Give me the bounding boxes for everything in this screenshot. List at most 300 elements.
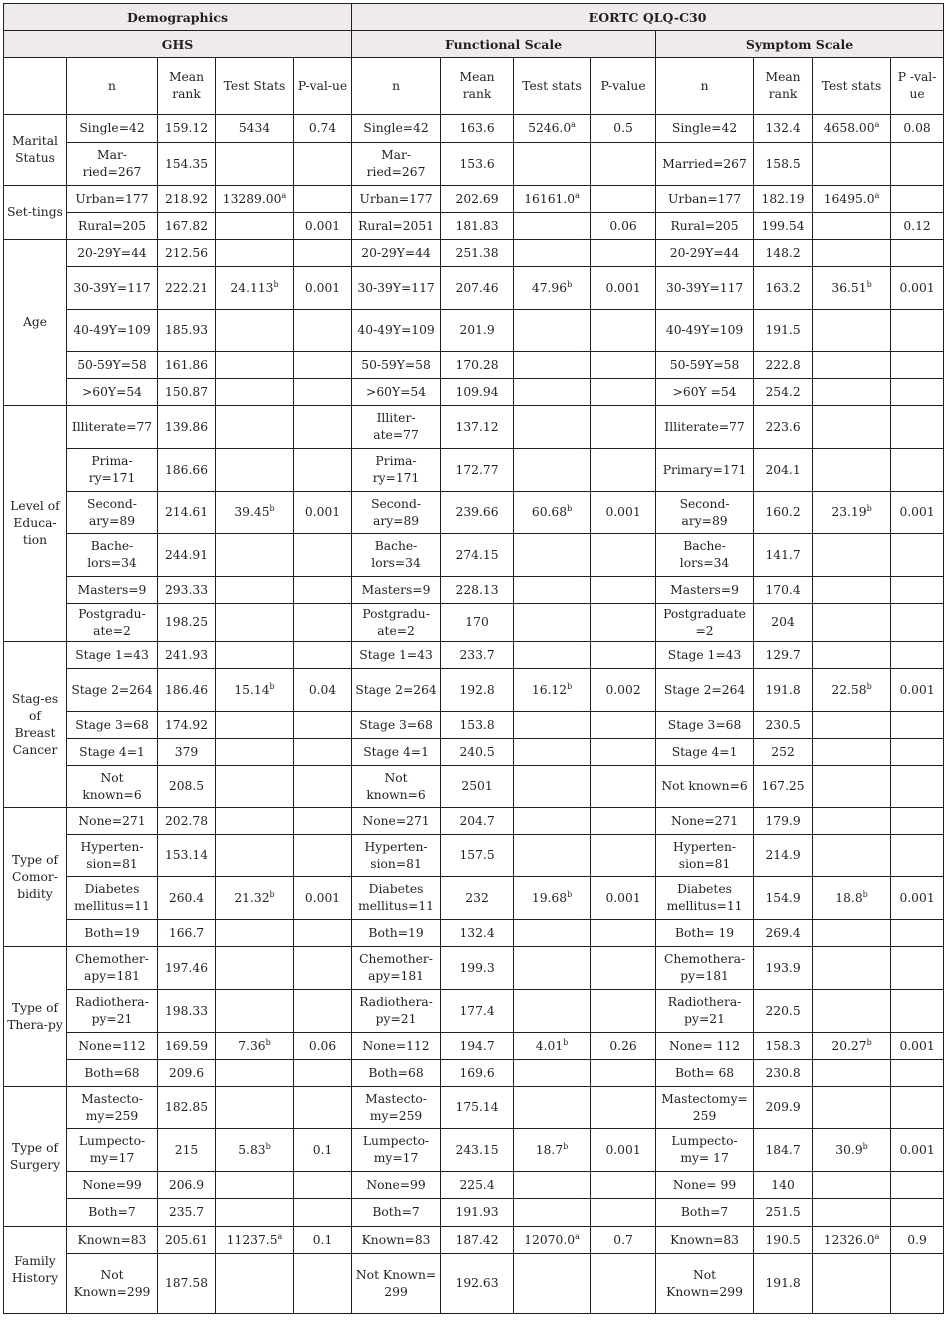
table-header — [4, 4, 944, 115]
cell-n-symptom: Not known=6 — [656, 766, 754, 808]
cell-n-functional: 20-29Y=44 — [352, 240, 441, 267]
table-row — [4, 379, 944, 406]
cell-p-value-ghs — [294, 534, 352, 577]
cell-mean-rank-functional: 191.93 — [441, 1199, 514, 1227]
cell-p-value-symptom — [891, 240, 944, 267]
cell-mean-rank-ghs: 241.93 — [158, 642, 216, 669]
cell-n-functional: Both=19 — [352, 920, 441, 947]
cell-mean-rank-ghs: 182.85 — [158, 1087, 216, 1129]
cell-test-stat-ghs — [216, 267, 294, 310]
cell-p-value-ghs — [294, 577, 352, 604]
cell-p-value-symptom — [891, 310, 944, 352]
cell-p-value-symptom — [891, 947, 944, 990]
cell-mean-rank-symptom: 199.54 — [754, 213, 813, 240]
cell-test-stat-ghs — [216, 877, 294, 920]
cell-test-stat-ghs — [216, 1087, 294, 1129]
cell-test-stat-functional — [514, 1172, 591, 1199]
cell-n-ghs: Not known=6 — [67, 766, 158, 808]
group-label: Family History — [4, 1227, 67, 1314]
cell-test-stat-ghs — [216, 379, 294, 406]
cell-test-stat-functional — [514, 379, 591, 406]
group-label: Type of Surgery — [4, 1087, 67, 1227]
cell-mean-rank-symptom: 190.5 — [754, 1227, 813, 1254]
cell-p-value-functional: 0.001 — [591, 267, 656, 310]
cell-p-value-symptom: 0.001 — [891, 1129, 944, 1172]
cell-test-stat-ghs — [216, 642, 294, 669]
cell-p-value-functional — [591, 352, 656, 379]
test-stat-value: 5246.0 — [528, 121, 572, 135]
cell-p-value-symptom: 0.001 — [891, 492, 944, 534]
cell-mean-rank-ghs: 186.66 — [158, 449, 216, 492]
cell-p-value-ghs — [294, 1254, 352, 1314]
cell-p-value-functional: 0.5 — [591, 115, 656, 143]
cell-n-functional: Stage 1=43 — [352, 642, 441, 669]
cell-test-stat-functional — [514, 1199, 591, 1227]
cell-test-stat-symptom — [813, 1129, 891, 1172]
test-stat-value: 16495.0 — [823, 191, 875, 206]
cell-mean-rank-ghs: 150.87 — [158, 379, 216, 406]
table-row — [4, 990, 944, 1033]
test-stat-footnote-marker: b — [269, 681, 275, 691]
cell-n-ghs: Not Known=299 — [67, 1254, 158, 1314]
cell-p-value-functional — [591, 947, 656, 990]
cell-test-stat-symptom — [813, 379, 891, 406]
cell-test-stat-functional — [514, 877, 591, 920]
column-header-blank — [4, 58, 67, 115]
cell-n-symptom: Rural=205 — [656, 213, 754, 240]
cell-n-symptom: Urban=177 — [656, 186, 754, 213]
cell-n-symptom: Masters=9 — [656, 577, 754, 604]
test-stat-value: 7.36 — [238, 1038, 266, 1053]
cell-mean-rank-ghs: 169.59 — [158, 1033, 216, 1060]
cell-p-value-symptom: 0.001 — [891, 1033, 944, 1060]
cell-p-value-symptom — [891, 1087, 944, 1129]
cell-mean-rank-functional: 207.46 — [441, 267, 514, 310]
cell-mean-rank-functional: 239.66 — [441, 492, 514, 534]
cell-test-stat-symptom — [813, 577, 891, 604]
cell-n-symptom: Lumpecto-my= 17 — [656, 1129, 754, 1172]
cell-mean-rank-ghs: 198.33 — [158, 990, 216, 1033]
cell-mean-rank-ghs: 208.5 — [158, 766, 216, 808]
cell-p-value-symptom — [891, 739, 944, 766]
table-row — [4, 492, 944, 534]
cell-p-value-functional — [591, 766, 656, 808]
cell-test-stat-functional — [514, 1129, 591, 1172]
cell-n-symptom: Known=83 — [656, 1227, 754, 1254]
cell-mean-rank-ghs: 260.4 — [158, 877, 216, 920]
cell-test-stat-functional — [514, 642, 591, 669]
cell-mean-rank-ghs: 154.35 — [158, 143, 216, 186]
test-stat-footnote-marker: b — [866, 279, 872, 289]
cell-mean-rank-functional: 192.63 — [441, 1254, 514, 1314]
cell-test-stat-ghs — [216, 492, 294, 534]
test-stat-footnote-marker: b — [866, 1037, 872, 1047]
column-header-n-symptom: n — [656, 58, 754, 115]
cell-mean-rank-ghs: 187.58 — [158, 1254, 216, 1314]
test-stat-footnote-marker: b — [866, 681, 872, 691]
cell-test-stat-ghs — [216, 669, 294, 712]
test-stat-footnote-marker: a — [571, 120, 576, 129]
cell-p-value-ghs — [294, 990, 352, 1033]
group-label: Age — [4, 240, 67, 406]
cell-mean-rank-ghs: 214.61 — [158, 492, 216, 534]
cell-mean-rank-ghs: 215 — [158, 1129, 216, 1172]
cell-mean-rank-symptom: 132.4 — [754, 115, 813, 143]
cell-p-value-functional — [591, 406, 656, 449]
cell-n-ghs: Known=83 — [67, 1227, 158, 1254]
cell-n-symptom: Stage 2=264 — [656, 669, 754, 712]
cell-n-ghs: Rural=205 — [67, 213, 158, 240]
cell-mean-rank-symptom: 251.5 — [754, 1199, 813, 1227]
test-stat-value: 60.68 — [531, 505, 568, 519]
table-row — [4, 669, 944, 712]
cell-mean-rank-symptom: 141.7 — [754, 534, 813, 577]
cell-n-symptom: Chemothera-py=181 — [656, 947, 754, 990]
table-row — [4, 1227, 944, 1254]
cell-mean-rank-symptom: 193.9 — [754, 947, 813, 990]
cell-n-symptom: None=271 — [656, 808, 754, 835]
cell-p-value-ghs — [294, 947, 352, 990]
cell-n-functional: Known=83 — [352, 1227, 441, 1254]
column-header-n-functional: n — [352, 58, 441, 115]
cell-p-value-ghs — [294, 352, 352, 379]
table-row — [4, 352, 944, 379]
cell-mean-rank-ghs: 209.6 — [158, 1060, 216, 1087]
cell-mean-rank-symptom: 163.2 — [754, 267, 813, 310]
cell-mean-rank-symptom: 254.2 — [754, 379, 813, 406]
cell-mean-rank-functional: 228.13 — [441, 577, 514, 604]
column-header-mean-rank-functional: Mean rank — [441, 58, 514, 115]
test-stat-footnote-marker: a — [281, 190, 287, 200]
table-body — [4, 115, 944, 1314]
cell-test-stat-ghs — [216, 712, 294, 739]
cell-p-value-symptom — [891, 1199, 944, 1227]
cell-n-symptom: Illiterate=77 — [656, 406, 754, 449]
cell-n-symptom: 30-39Y=117 — [656, 267, 754, 310]
cell-p-value-functional — [591, 712, 656, 739]
cell-p-value-ghs — [294, 808, 352, 835]
cell-n-ghs: Single=42 — [67, 115, 158, 143]
cell-mean-rank-symptom: 220.5 — [754, 990, 813, 1033]
cell-n-ghs: Prima-ry=171 — [67, 449, 158, 492]
cell-test-stat-symptom — [813, 115, 891, 143]
test-stat-footnote-marker: b — [567, 504, 573, 513]
cell-n-functional: Stage 2=264 — [352, 669, 441, 712]
cell-p-value-ghs — [294, 712, 352, 739]
cell-p-value-functional — [591, 1060, 656, 1087]
test-stat-footnote-marker: b — [567, 279, 573, 289]
cell-mean-rank-ghs: 218.92 — [158, 186, 216, 213]
cell-p-value-functional: 0.06 — [591, 213, 656, 240]
table-row — [4, 1033, 944, 1060]
cell-test-stat-functional — [514, 808, 591, 835]
cell-mean-rank-symptom: 223.6 — [754, 406, 813, 449]
cell-n-symptom: 40-49Y=109 — [656, 310, 754, 352]
cell-p-value-ghs — [294, 766, 352, 808]
cell-mean-rank-ghs: 202.78 — [158, 808, 216, 835]
cell-test-stat-symptom — [813, 186, 891, 213]
table-row — [4, 534, 944, 577]
cell-p-value-symptom — [891, 766, 944, 808]
table-row — [4, 712, 944, 739]
test-stat-footnote-marker: b — [862, 1141, 868, 1151]
cell-test-stat-symptom — [813, 920, 891, 947]
test-stat-value: 23.19 — [831, 505, 867, 519]
cell-test-stat-symptom — [813, 1033, 891, 1060]
cell-n-ghs: Stage 4=1 — [67, 739, 158, 766]
test-stat-value: 4.01 — [535, 1038, 564, 1053]
cell-mean-rank-ghs: 167.82 — [158, 213, 216, 240]
test-stat-value: 11237.5 — [226, 1232, 278, 1247]
cell-test-stat-ghs — [216, 352, 294, 379]
cell-p-value-symptom: 0.001 — [891, 669, 944, 712]
cell-n-symptom: Stage 4=1 — [656, 739, 754, 766]
column-header-row — [4, 58, 944, 115]
cell-n-ghs: 50-59Y=58 — [67, 352, 158, 379]
cell-p-value-ghs — [294, 143, 352, 186]
cell-test-stat-ghs — [216, 143, 294, 186]
cell-n-functional: Mastecto-my=259 — [352, 1087, 441, 1129]
cell-test-stat-symptom — [813, 492, 891, 534]
test-stat-value: 4658.00 — [823, 121, 875, 135]
cell-p-value-ghs — [294, 920, 352, 947]
cell-p-value-ghs: 0.1 — [294, 1129, 352, 1172]
cell-test-stat-ghs — [216, 534, 294, 577]
cell-mean-rank-symptom: 160.2 — [754, 492, 813, 534]
cell-test-stat-ghs — [216, 739, 294, 766]
test-stat-footnote-marker: b — [862, 889, 868, 899]
cell-p-value-functional — [591, 920, 656, 947]
cell-n-symptom: Primary=171 — [656, 449, 754, 492]
test-stat-footnote-marker: a — [874, 120, 880, 129]
cell-test-stat-ghs — [216, 766, 294, 808]
table-row — [4, 766, 944, 808]
cell-n-functional: 50-59Y=58 — [352, 352, 441, 379]
cell-test-stat-symptom — [813, 449, 891, 492]
cell-mean-rank-symptom: 148.2 — [754, 240, 813, 267]
cell-p-value-symptom — [891, 379, 944, 406]
cell-n-ghs: 20-29Y=44 — [67, 240, 158, 267]
cell-n-functional: None=271 — [352, 808, 441, 835]
test-stat-footnote-marker: a — [277, 1231, 283, 1241]
cell-p-value-functional: 0.001 — [591, 1129, 656, 1172]
cell-mean-rank-ghs: 185.93 — [158, 310, 216, 352]
cell-p-value-ghs — [294, 406, 352, 449]
cell-mean-rank-functional: 2501 — [441, 766, 514, 808]
cell-p-value-functional: 0.7 — [591, 1227, 656, 1254]
cell-n-symptom: Postgraduate =2 — [656, 604, 754, 642]
test-stat-value: 16161.0 — [524, 191, 576, 206]
cell-test-stat-symptom — [813, 835, 891, 877]
cell-test-stat-functional — [514, 449, 591, 492]
cell-mean-rank-functional: 177.4 — [441, 990, 514, 1033]
results-table — [3, 3, 944, 1314]
cell-test-stat-functional — [514, 1227, 591, 1254]
test-stat-value: 18.8 — [835, 890, 863, 905]
cell-test-stat-symptom — [813, 642, 891, 669]
table-row — [4, 1199, 944, 1227]
cell-test-stat-functional — [514, 143, 591, 186]
cell-mean-rank-functional: 274.15 — [441, 534, 514, 577]
cell-mean-rank-symptom: 204 — [754, 604, 813, 642]
cell-test-stat-symptom — [813, 534, 891, 577]
cell-test-stat-ghs — [216, 1172, 294, 1199]
cell-n-ghs: Both=68 — [67, 1060, 158, 1087]
cell-n-functional: Postgradu-ate=2 — [352, 604, 441, 642]
test-stat-footnote-marker: a — [874, 1231, 880, 1241]
cell-test-stat-functional — [514, 492, 591, 534]
test-stat-footnote-marker: b — [567, 889, 573, 899]
cell-mean-rank-ghs: 186.46 — [158, 669, 216, 712]
cell-n-ghs: Mar-ried=267 — [67, 143, 158, 186]
cell-test-stat-functional — [514, 835, 591, 877]
cell-n-symptom: Radiothera-py=21 — [656, 990, 754, 1033]
cell-test-stat-ghs — [216, 835, 294, 877]
cell-n-ghs: Stage 2=264 — [67, 669, 158, 712]
cell-n-functional: Both=68 — [352, 1060, 441, 1087]
table-row — [4, 642, 944, 669]
cell-mean-rank-ghs: 174.92 — [158, 712, 216, 739]
cell-n-functional: 40-49Y=109 — [352, 310, 441, 352]
cell-mean-rank-symptom: 230.8 — [754, 1060, 813, 1087]
cell-p-value-functional: 0.002 — [591, 669, 656, 712]
cell-mean-rank-ghs: 379 — [158, 739, 216, 766]
cell-p-value-symptom — [891, 712, 944, 739]
cell-n-functional: Illiter-ate=77 — [352, 406, 441, 449]
test-stat-value: 24.113 — [230, 280, 274, 295]
table-row — [4, 1060, 944, 1087]
cell-test-stat-functional — [514, 739, 591, 766]
column-header-test-stats-symptom: Test stats — [813, 58, 891, 115]
cell-mean-rank-symptom: 191.8 — [754, 669, 813, 712]
cell-n-ghs: 40-49Y=109 — [67, 310, 158, 352]
table-row — [4, 240, 944, 267]
table-row — [4, 186, 944, 213]
cell-p-value-symptom — [891, 604, 944, 642]
cell-mean-rank-ghs: 161.86 — [158, 352, 216, 379]
cell-n-ghs: Bache-lors=34 — [67, 534, 158, 577]
group-label: Set-tings — [4, 186, 67, 240]
cell-mean-rank-functional: 204.7 — [441, 808, 514, 835]
test-stat-value: 36.51 — [831, 280, 867, 295]
cell-p-value-symptom — [891, 352, 944, 379]
test-stat-footnote-marker: a — [874, 190, 880, 200]
cell-p-value-functional — [591, 642, 656, 669]
group-label: Marital Status — [4, 115, 67, 186]
table-row — [4, 739, 944, 766]
cell-mean-rank-functional: 202.69 — [441, 186, 514, 213]
cell-n-functional: Single=42 — [352, 115, 441, 143]
cell-n-functional: Hyperten-sion=81 — [352, 835, 441, 877]
cell-n-symptom: Stage 1=43 — [656, 642, 754, 669]
cell-mean-rank-ghs: 198.25 — [158, 604, 216, 642]
cell-mean-rank-functional: 194.7 — [441, 1033, 514, 1060]
cell-mean-rank-functional: 192.8 — [441, 669, 514, 712]
cell-p-value-symptom — [891, 186, 944, 213]
header-ghs: GHS — [4, 31, 352, 58]
cell-p-value-functional — [591, 240, 656, 267]
table-row — [4, 1254, 944, 1314]
cell-p-value-ghs: 0.001 — [294, 492, 352, 534]
cell-test-stat-ghs — [216, 406, 294, 449]
column-header-n-ghs: n — [67, 58, 158, 115]
cell-test-stat-ghs — [216, 1033, 294, 1060]
cell-n-symptom: Mastectomy= 259 — [656, 1087, 754, 1129]
cell-n-ghs: None=271 — [67, 808, 158, 835]
cell-mean-rank-ghs: 205.61 — [158, 1227, 216, 1254]
cell-mean-rank-ghs: 235.7 — [158, 1199, 216, 1227]
cell-test-stat-symptom — [813, 739, 891, 766]
table-row — [4, 1087, 944, 1129]
cell-test-stat-symptom — [813, 1087, 891, 1129]
cell-n-symptom: Diabetes mellitus=11 — [656, 877, 754, 920]
cell-p-value-ghs — [294, 379, 352, 406]
cell-test-stat-functional — [514, 669, 591, 712]
cell-n-functional: Urban=177 — [352, 186, 441, 213]
cell-test-stat-symptom — [813, 406, 891, 449]
cell-test-stat-functional — [514, 186, 591, 213]
cell-p-value-ghs — [294, 1060, 352, 1087]
cell-test-stat-functional — [514, 213, 591, 240]
cell-mean-rank-symptom: 204.1 — [754, 449, 813, 492]
cell-mean-rank-symptom: 191.5 — [754, 310, 813, 352]
cell-test-stat-ghs — [216, 1129, 294, 1172]
table-row — [4, 920, 944, 947]
cell-mean-rank-functional: 240.5 — [441, 739, 514, 766]
cell-n-functional: 30-39Y=117 — [352, 267, 441, 310]
table-row — [4, 577, 944, 604]
header-eortc: EORTC QLQ-C30 — [352, 4, 944, 31]
cell-mean-rank-symptom: 252 — [754, 739, 813, 766]
test-stat-footnote-marker: b — [265, 1141, 271, 1151]
cell-mean-rank-symptom: 129.7 — [754, 642, 813, 669]
cell-mean-rank-functional: 251.38 — [441, 240, 514, 267]
cell-test-stat-ghs — [216, 808, 294, 835]
cell-n-functional: None=112 — [352, 1033, 441, 1060]
cell-mean-rank-symptom: 222.8 — [754, 352, 813, 379]
column-header-test-stats-functional: Test stats — [514, 58, 591, 115]
cell-n-ghs: 30-39Y=117 — [67, 267, 158, 310]
cell-test-stat-symptom — [813, 808, 891, 835]
cell-mean-rank-ghs: 206.9 — [158, 1172, 216, 1199]
cell-p-value-ghs — [294, 604, 352, 642]
cell-mean-rank-symptom: 158.5 — [754, 143, 813, 186]
cell-mean-rank-ghs: 159.12 — [158, 115, 216, 143]
cell-p-value-ghs — [294, 1199, 352, 1227]
cell-mean-rank-symptom: 191.8 — [754, 1254, 813, 1314]
cell-test-stat-ghs — [216, 449, 294, 492]
cell-test-stat-ghs — [216, 604, 294, 642]
cell-test-stat-symptom — [813, 1254, 891, 1314]
test-stat-value: 22.58 — [831, 682, 867, 697]
cell-test-stat-ghs — [216, 115, 294, 143]
cell-n-ghs: Hyperten-sion=81 — [67, 835, 158, 877]
column-header-p-value-ghs: P-val-ue — [294, 58, 352, 115]
cell-n-symptom: Not Known=299 — [656, 1254, 754, 1314]
cell-mean-rank-symptom: 158.3 — [754, 1033, 813, 1060]
cell-test-stat-functional — [514, 947, 591, 990]
cell-p-value-symptom — [891, 990, 944, 1033]
cell-mean-rank-functional: 132.4 — [441, 920, 514, 947]
cell-p-value-functional — [591, 990, 656, 1033]
cell-n-ghs: Mastecto-my=259 — [67, 1087, 158, 1129]
cell-test-stat-functional — [514, 534, 591, 577]
cell-test-stat-functional — [514, 1254, 591, 1314]
cell-p-value-symptom — [891, 835, 944, 877]
test-stat-footnote-marker: b — [273, 279, 279, 289]
cell-p-value-ghs: 0.74 — [294, 115, 352, 143]
cell-p-value-symptom — [891, 143, 944, 186]
